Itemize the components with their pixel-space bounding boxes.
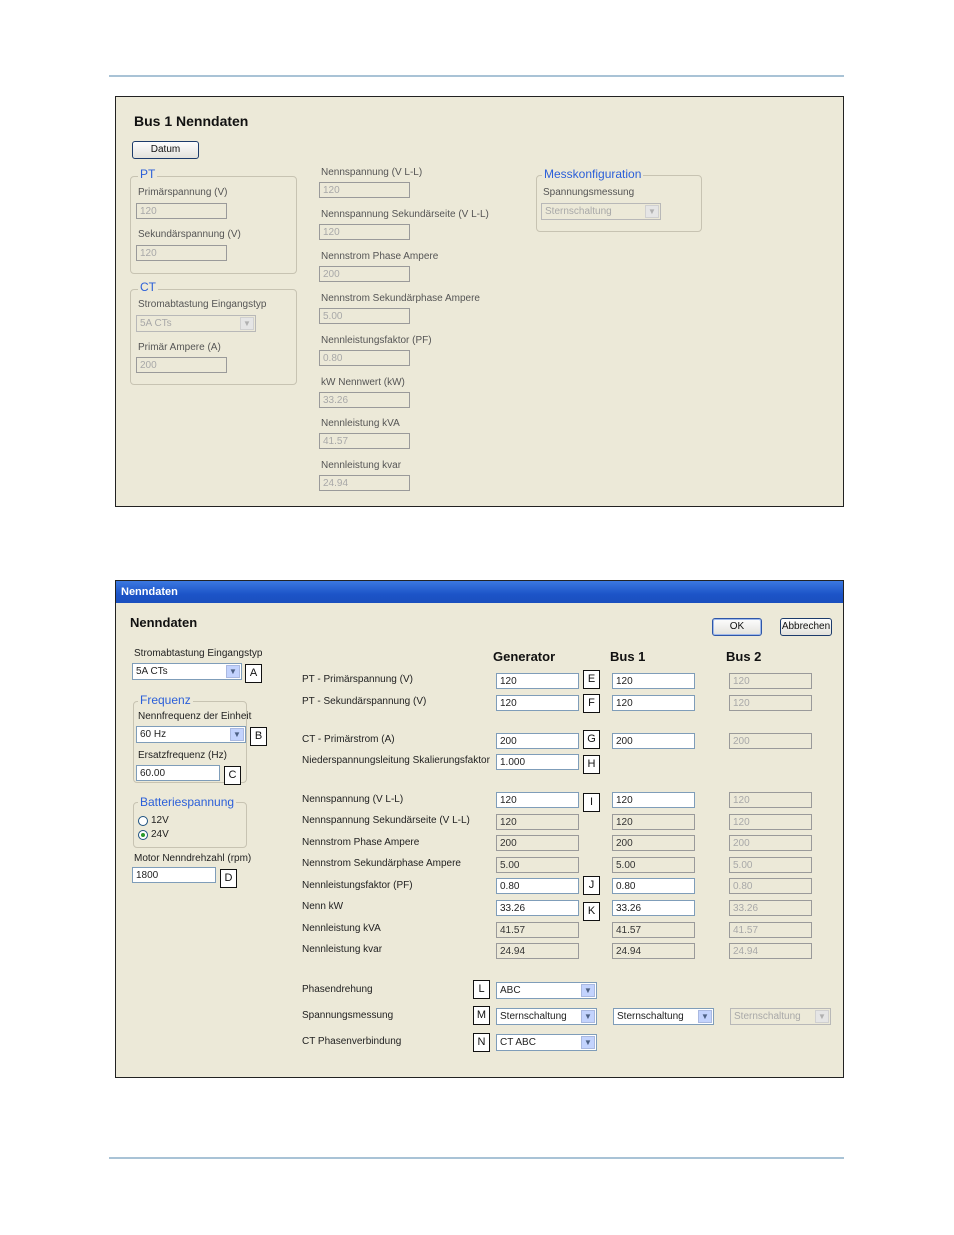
rated-kva-label: Nennleistung kVA [302,923,381,934]
callout-j: J [583,876,600,895]
unit-frequency-label: Nennfrequenz der Einheit [138,711,252,722]
rated-voltage-field[interactable]: 120 [319,182,410,198]
gen-lv-scaling-field[interactable]: 1.000 [496,754,579,770]
battery-24v-radio[interactable] [138,830,148,840]
rated-voltage-secondary-label: Nennspannung Sekundärseite (V L-L) [302,815,470,826]
ct-primary-field[interactable]: 200 [136,357,227,373]
gen-rated-current-secondary-field: 5.00 [496,857,579,873]
rated-current-secondary-label: Nennstrom Sekundärphase Ampere [302,858,461,869]
gen-rated-kva-field: 41.57 [496,922,579,938]
callout-f: F [583,694,600,713]
rated-kw-label: kW Nennwert (kW) [321,377,405,388]
bus1-rated-kva-field: 41.57 [612,922,695,938]
rated-pf-label: Nennleistungsfaktor (PF) [302,880,413,891]
bus2-rated-kw-field[interactable]: 33.26 [729,900,812,916]
unit-frequency-dropdown[interactable]: 60 Hz ▼ [136,726,246,743]
rated-pf-field[interactable]: 0.80 [319,350,410,366]
callout-b: B [250,727,267,746]
rated-voltage-label: Nennspannung (V L-L) [302,794,404,805]
callout-g: G [583,730,600,749]
callout-n: N [473,1033,490,1052]
bus1-ct-primary-field[interactable]: 200 [612,733,695,749]
ct-phase-connection-dropdown[interactable]: CT ABC ▼ [496,1034,597,1051]
measurement-config-title: Messkonfiguration [544,167,642,181]
gen-rated-voltage-field[interactable]: 120 [496,792,579,808]
lv-scaling-label: Niederspannungsleitung Skalierungsfaktor [302,755,490,766]
chevron-down-icon: ▼ [230,728,244,741]
column-bus2: Bus 2 [726,649,762,664]
bus1-rated-current-field: 200 [612,835,695,851]
gen-rated-voltage-secondary-field: 120 [496,814,579,830]
window-titlebar: Nenndaten [116,581,843,603]
callout-e: E [583,670,600,689]
gen-pt-secondary-field[interactable]: 120 [496,695,579,711]
callout-m: M [473,1006,490,1025]
bus1-pt-primary-field[interactable]: 120 [612,673,695,689]
bus1-rated-kvar-field: 24.94 [612,943,695,959]
pt-group-title: PT [140,167,156,181]
bus2-rated-kvar-field: 24.94 [729,943,812,959]
callout-a: A [245,664,262,683]
rated-current-label: Nennstrom Phase Ampere [302,837,420,848]
bus2-ct-primary-field[interactable]: 200 [729,733,812,749]
callout-l: L [473,980,490,999]
pt-primary-label: Primärspannung (V) [138,187,228,198]
gen-rated-kw-field[interactable]: 33.26 [496,900,579,916]
gen-rated-kvar-field: 24.94 [496,943,579,959]
bus1-voltage-sensing-dropdown[interactable]: Sternschaltung ▼ [613,1008,714,1025]
bus2-rated-pf-field[interactable]: 0.80 [729,878,812,894]
phase-rotation-label: Phasendrehung [302,984,373,995]
bus2-rated-voltage-secondary-field: 120 [729,814,812,830]
bus2-rated-current-field: 200 [729,835,812,851]
panel-title: Bus 1 Nenndaten [134,113,249,129]
chevron-down-icon: ▼ [226,665,240,678]
rated-current-secondary-label: Nennstrom Sekundärphase Ampere [321,293,480,304]
ct-input-type-label: Stromabtastung Eingangstyp [138,299,267,310]
rated-data-dialog [115,580,844,1078]
rated-current-label: Nennstrom Phase Ampere [321,251,439,262]
pt-secondary-label: Sekundärspannung (V) [138,229,241,240]
rated-voltage-secondary-field[interactable]: 120 [319,224,410,240]
callout-h: H [583,755,600,774]
engine-rpm-label: Motor Nenndrehzahl (rpm) [134,853,252,864]
header-rule [109,75,844,77]
rated-kvar-label: Nennleistung kvar [321,460,402,471]
alt-frequency-field[interactable]: 60.00 [136,765,220,781]
callout-k: K [583,902,600,921]
rated-voltage-label: Nennspannung (V L-L) [321,167,423,178]
ct-group-title: CT [140,280,156,294]
rated-kvar-label: Nennleistung kvar [302,944,383,955]
phase-rotation-dropdown[interactable]: ABC ▼ [496,982,597,999]
gen-pt-primary-field[interactable]: 120 [496,673,579,689]
gen-voltage-sensing-dropdown[interactable]: Sternschaltung ▼ [496,1008,597,1025]
chevron-down-icon: ▼ [581,1010,595,1023]
battery-voltage-group-title: Batteriespannung [140,795,235,809]
bus2-voltage-sensing-dropdown[interactable]: Sternschaltung ▼ [730,1008,831,1025]
callout-c: C [224,766,241,785]
rated-kva-label: Nennleistung kVA [321,418,400,429]
rated-kva-field[interactable]: 41.57 [319,433,410,449]
bus2-pt-secondary-field[interactable]: 120 [729,695,812,711]
pt-primary-field[interactable]: 120 [136,203,227,219]
bus1-rated-voltage-secondary-field: 120 [612,814,695,830]
bus2-rated-current-secondary-field: 5.00 [729,857,812,873]
bus1-rated-current-secondary-field: 5.00 [612,857,695,873]
cancel-button[interactable]: Abbrechen [780,618,832,636]
gen-rated-current-field: 200 [496,835,579,851]
input-type-label: Stromabtastung Eingangstyp [134,648,263,659]
engine-rpm-field[interactable]: 1800 [132,867,216,883]
datum-button[interactable]: Datum [132,141,199,159]
chevron-down-icon: ▼ [240,317,254,330]
chevron-down-icon: ▼ [581,1036,595,1049]
battery-12v-label: 12V [151,815,169,826]
bus1-rated-pf-field[interactable]: 0.80 [612,878,695,894]
chevron-down-icon: ▼ [698,1010,712,1023]
rated-current-field[interactable]: 200 [319,266,410,282]
voltage-sensing-label: Spannungsmessung [543,187,635,198]
battery-12v-radio[interactable] [138,816,148,826]
battery-24v-label: 24V [151,829,169,840]
footer-rule [109,1157,844,1159]
ct-phase-connection-label: CT Phasenverbindung [302,1036,402,1047]
ct-primary-current-label: CT - Primärstrom (A) [302,734,395,745]
rated-kvar-field[interactable]: 24.94 [319,475,410,491]
input-type-dropdown[interactable]: 5A CTs ▼ [132,663,242,680]
pt-primary-label: PT - Primärspannung (V) [302,674,413,685]
column-bus1: Bus 1 [610,649,646,664]
callout-i: I [583,793,600,812]
pt-secondary-field[interactable]: 120 [136,245,227,261]
bus2-pt-primary-field[interactable]: 120 [729,673,812,689]
pt-secondary-label: PT - Sekundärspannung (V) [302,696,427,707]
bus1-rated-data-panel [115,96,844,507]
gen-rated-pf-field[interactable]: 0.80 [496,878,579,894]
voltage-sensing-dropdown[interactable]: Sternschaltung ▼ [541,203,661,220]
bus2-rated-kva-field: 41.57 [729,922,812,938]
ct-input-type-dropdown[interactable]: 5A CTs ▼ [136,315,256,332]
frequency-group-title: Frequenz [140,693,191,707]
ok-button[interactable]: OK [712,618,762,636]
column-generator: Generator [493,649,556,664]
bus1-pt-secondary-field[interactable]: 120 [612,695,695,711]
alt-frequency-label: Ersatzfrequenz (Hz) [138,750,227,761]
rated-pf-label: Nennleistungsfaktor (PF) [321,335,432,346]
rated-current-secondary-field[interactable]: 5.00 [319,308,410,324]
ct-primary-label: Primär Ampere (A) [138,342,221,353]
dialog-title: Nenndaten [130,615,198,630]
rated-voltage-secondary-label: Nennspannung Sekundärseite (V L-L) [321,209,489,220]
bus1-rated-voltage-field[interactable]: 120 [612,792,695,808]
gen-ct-primary-field[interactable]: 200 [496,733,579,749]
rated-kw-label: Nenn kW [302,901,344,912]
bus2-rated-voltage-field[interactable]: 120 [729,792,812,808]
chevron-down-icon: ▼ [645,205,659,218]
bus1-rated-kw-field[interactable]: 33.26 [612,900,695,916]
rated-kw-field[interactable]: 33.26 [319,392,410,408]
voltage-sensing-label: Spannungsmessung [302,1010,394,1021]
chevron-down-icon: ▼ [815,1010,829,1023]
callout-d: D [220,869,237,888]
chevron-down-icon: ▼ [581,984,595,997]
